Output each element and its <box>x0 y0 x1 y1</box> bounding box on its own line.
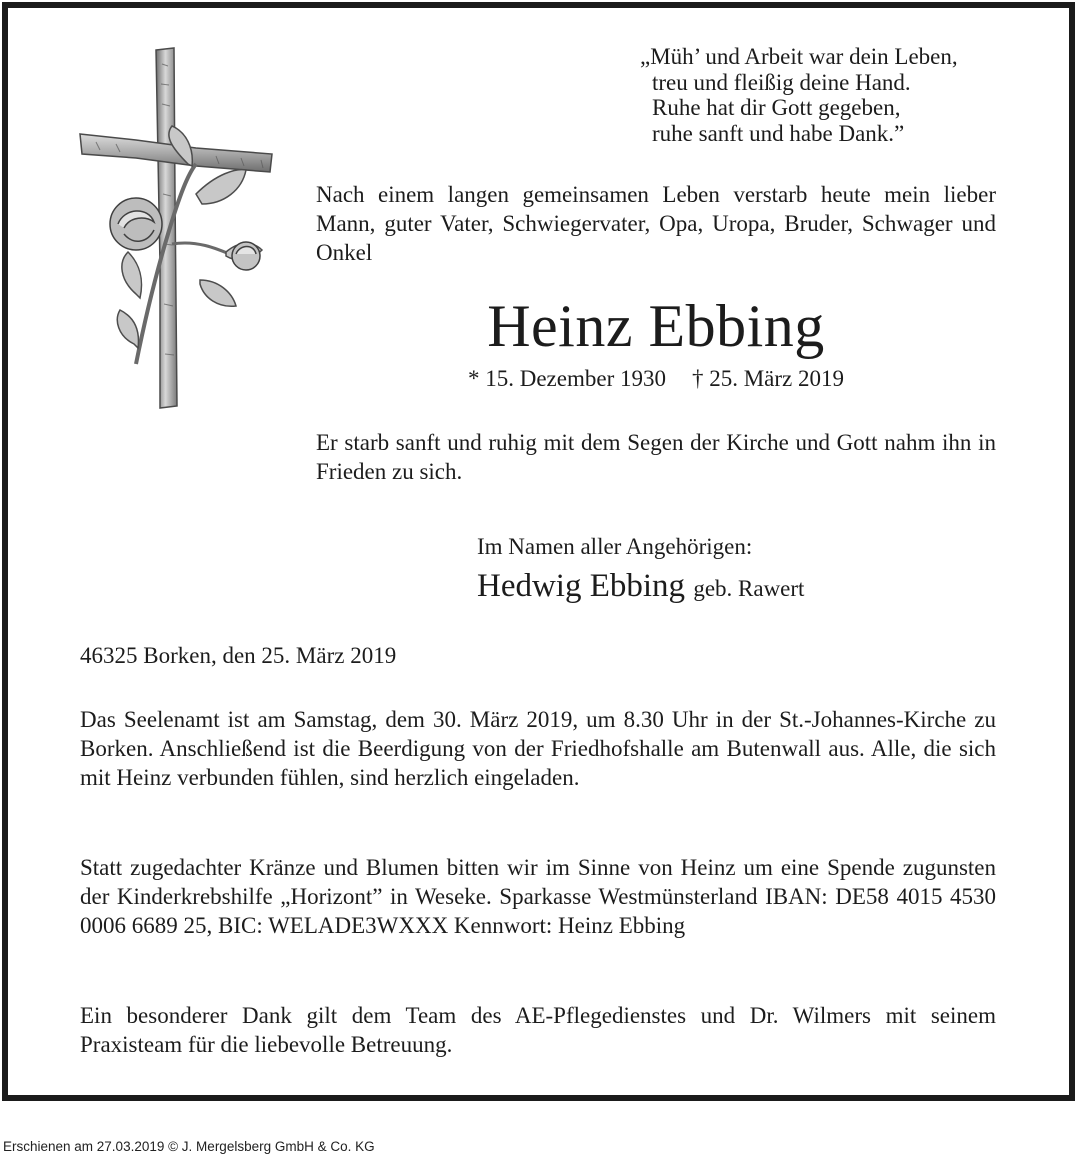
signature <box>477 566 804 609</box>
publication-footer: Erschienen am 27.03.2019 © J. Mergelsberg GmbH & Co. KG <box>3 1139 375 1154</box>
funeral-paragraph: Das Seelenamt ist am Samstag, dem 30. März 2019, um 8.30 Uhr in der St.-Johannes-Kirche zu Borken. Anschließend ist die Beerdigung von der Friedhofshalle am Butenwall aus. Alle, die sich mit Heinz verbunden fühlen, sind herzlich eingeladen. <box>80 707 996 790</box>
donation-paragraph: Statt zugedachter Kränze und Blumen bitten wir im Sinne von Heinz um eine Spende zugunsten der Kinderkrebshilfe „Horizont” in Weseke. Sparkasse Westmünsterland IBAN: DE58 4015 4530 0006 6689 25, BIC: WELADE3WXXX Kennwort: Heinz Ebbing <box>80 855 996 938</box>
poem-line: treu und fleißig deine Hand. <box>652 69 911 95</box>
poem-line: Ruhe hat dir Gott gegeben, <box>652 95 901 120</box>
poem-line: „Müh’ und Arbeit war dein Leben, <box>640 44 958 69</box>
place-date: 46325 Borken, den 25. März 2019 <box>80 643 397 668</box>
cross-with-roses-icon <box>76 44 276 414</box>
thanks-paragraph: Ein besonderer Dank gilt dem Team des AE-Pflegedienstes und Dr. Wilmers mit seinem Praxisteam für die liebevolle Betreuung. <box>80 1003 996 1057</box>
deceased-name: Heinz Ebbing <box>487 293 825 359</box>
death-date: † 25. März 2019 <box>691 366 845 391</box>
poem-line: ruhe sanft und habe Dank.” <box>652 120 905 146</box>
signature-nee: geb. Rawert <box>693 576 805 601</box>
death-note: Er starb sanft und ruhig mit dem Segen der Kirche und Gott nahm ihn in Frieden zu sich. <box>316 430 996 484</box>
birth-date: * 15. Dezember 1930 <box>467 366 666 391</box>
life-dates <box>316 365 996 393</box>
signature-name: Hedwig Ebbing <box>477 568 686 604</box>
intro-text: Nach einem langen gemeinsamen Leben verstarb heute mein lieber Mann, guter Vater, Schwiegervater, Opa, Uropa, Bruder, Schwager und Onkel <box>316 182 996 265</box>
signature-label: Im Namen aller Angehörigen: <box>477 534 753 559</box>
poem <box>640 44 958 146</box>
